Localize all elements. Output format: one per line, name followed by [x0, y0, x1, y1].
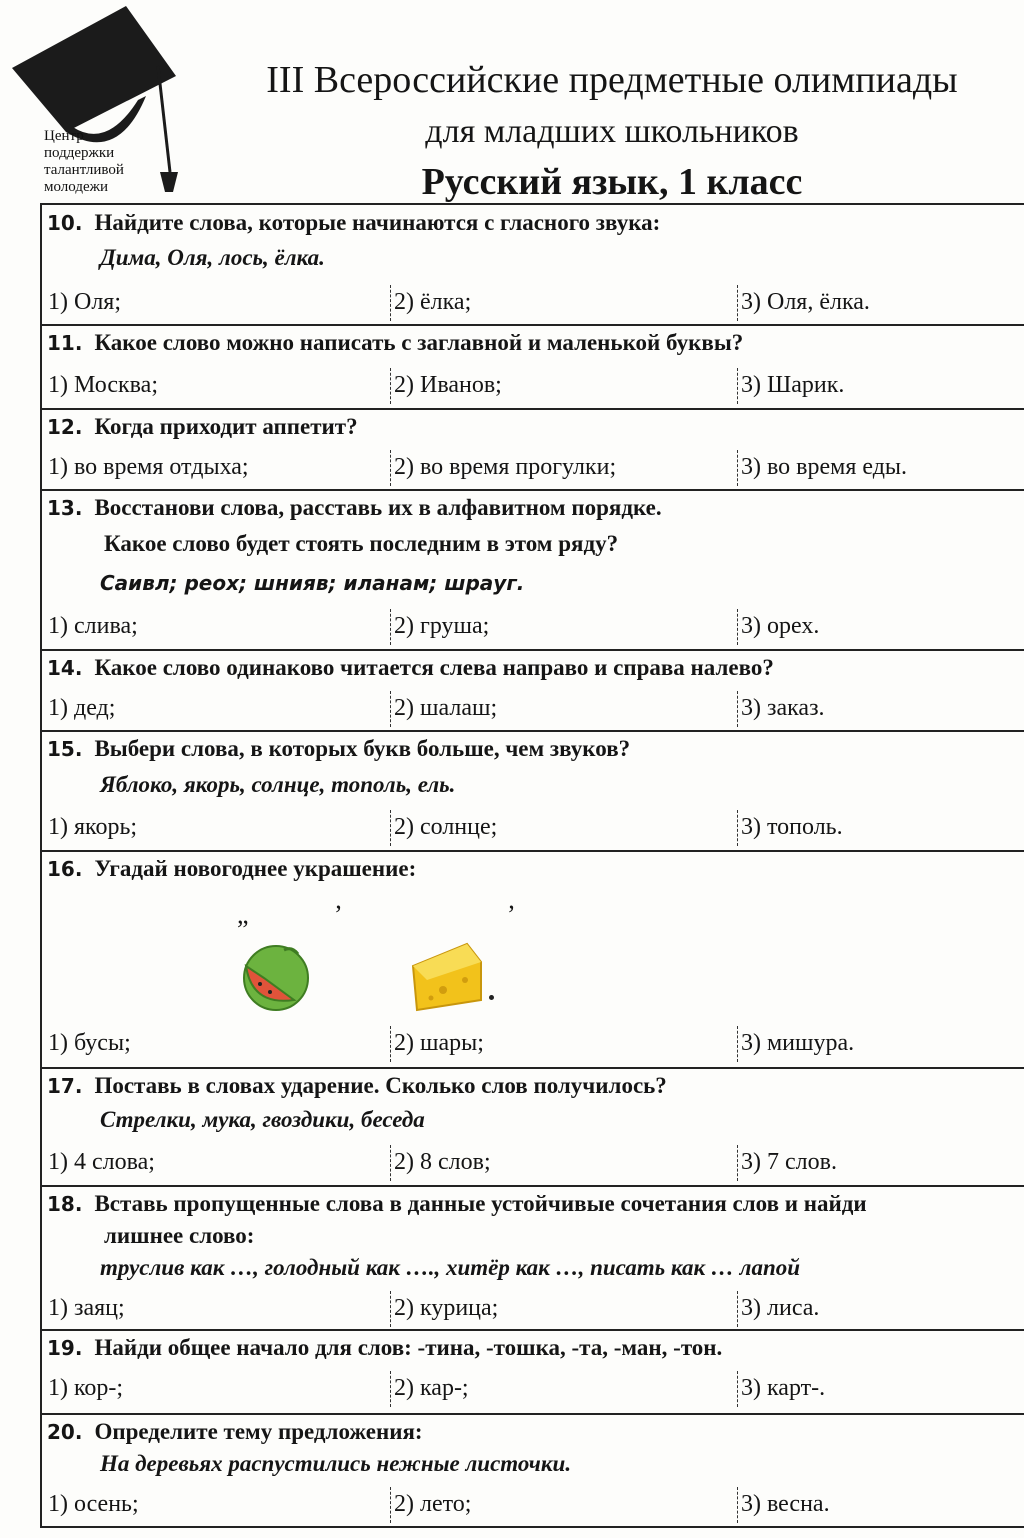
- answer-option-3[interactable]: 3) Оля, ёлка.: [737, 285, 870, 321]
- subject-title: Русский язык, 1 класс: [421, 161, 803, 203]
- task-number: 12.: [47, 415, 83, 439]
- task-number: 17.: [47, 1074, 83, 1098]
- answer-option-1[interactable]: 1) кор-;: [48, 1375, 124, 1401]
- olympiad-title: III Всероссийские предметные олимпиады: [266, 59, 958, 101]
- rebus-comma: ’: [507, 900, 516, 929]
- logo-line: молодежи: [44, 179, 109, 195]
- answer-option-2[interactable]: 2) кар-;: [390, 1371, 469, 1407]
- answer-option-2[interactable]: 2) Иванов;: [390, 368, 502, 404]
- task-14: [42, 649, 1024, 730]
- answer-option-2[interactable]: 2) во время прогулки;: [390, 450, 616, 486]
- answer-option-2[interactable]: 2) лето;: [390, 1487, 471, 1523]
- answer-option-1[interactable]: 1) заяц;: [48, 1295, 125, 1321]
- answer-option-3[interactable]: 3) 7 слов.: [737, 1145, 837, 1181]
- task-number: 10.: [47, 211, 83, 235]
- task-13: [42, 489, 1024, 649]
- task-10: [42, 203, 1024, 324]
- answer-option-1[interactable]: 1) якорь;: [48, 814, 138, 840]
- answer-option-3[interactable]: 3) лиса.: [737, 1291, 819, 1327]
- answer-option-2[interactable]: 2) солнце;: [390, 810, 497, 846]
- answer-option-2[interactable]: 2) ёлка;: [390, 285, 471, 321]
- answer-option-1[interactable]: 1) дед;: [48, 695, 116, 721]
- task-words: Саивл; реох; шнияв; иланам; шрауг.: [100, 571, 525, 595]
- task-question: Вставь пропущенные слова в данные устойчивые сочетания слов и найди: [94, 1191, 867, 1216]
- answer-option-2[interactable]: 2) 8 слов;: [390, 1145, 491, 1181]
- answer-option-1[interactable]: 1) во время отдыха;: [48, 454, 249, 480]
- answer-option-3[interactable]: 3) Шарик.: [737, 368, 844, 404]
- task-words: Яблоко, якорь, солнце, тополь, ель.: [100, 772, 456, 797]
- answer-option-3[interactable]: 3) карт-.: [737, 1371, 825, 1407]
- answer-option-2[interactable]: 2) шары;: [390, 1026, 484, 1062]
- logo-line: поддержки: [44, 145, 115, 161]
- rebus-comma: ’: [334, 900, 343, 929]
- answer-option-2[interactable]: 2) курица;: [390, 1291, 498, 1327]
- task-18: [42, 1185, 1024, 1329]
- olympiad-subtitle: для младших школьников: [425, 113, 799, 150]
- task-number: 11.: [47, 331, 83, 355]
- task-20: [42, 1413, 1024, 1528]
- task-16: [42, 850, 1024, 1067]
- answer-option-1[interactable]: 1) бусы;: [48, 1030, 131, 1056]
- task-words: труслив как …, голодный как …., хитёр как …, писать как … лапой: [100, 1255, 801, 1280]
- task-question: Определите тему предложения:: [94, 1419, 423, 1444]
- task-question: Поставь в словах ударение. Сколько слов получилось?: [94, 1073, 667, 1098]
- answer-option-3[interactable]: 3) орех.: [737, 609, 819, 645]
- answer-option-3[interactable]: 3) тополь.: [737, 810, 843, 846]
- logo-line: талантливой: [44, 162, 124, 178]
- answer-option-3[interactable]: 3) заказ.: [737, 691, 825, 727]
- cheese-icon: [407, 936, 487, 1016]
- task-number: 14.: [47, 656, 83, 680]
- task-17: [42, 1067, 1024, 1185]
- task-words: Дима, Оля, лось, ёлка.: [100, 245, 325, 270]
- task-question: Какое слово можно написать с заглавной и маленькой буквы?: [94, 330, 744, 355]
- answer-option-2[interactable]: 2) груша;: [390, 609, 489, 645]
- task-number: 13.: [47, 496, 83, 520]
- answer-option-1[interactable]: 1) Москва;: [48, 372, 158, 398]
- task-words: Стрелки, мука, гвоздики, беседа: [100, 1107, 425, 1132]
- task-question-cont: Какое слово будет стоять последним в этом ряду?: [104, 531, 619, 556]
- task-number: 18.: [47, 1192, 83, 1216]
- answer-option-3[interactable]: 3) мишура.: [737, 1026, 854, 1062]
- task-question: Найдите слова, которые начинаются с гласного звука:: [94, 210, 661, 235]
- task-number: 20.: [47, 1420, 83, 1444]
- answer-option-1[interactable]: 1) Оля;: [48, 289, 122, 315]
- task-question-cont: лишнее слово:: [104, 1223, 255, 1248]
- watermelon-icon: [234, 940, 314, 1020]
- task-number: 16.: [47, 857, 83, 881]
- task-question: Восстанови слова, расставь их в алфавитном порядке.: [94, 495, 662, 520]
- task-number: 15.: [47, 737, 83, 761]
- task-19: [42, 1329, 1024, 1413]
- logo: [8, 4, 188, 200]
- answer-option-3[interactable]: 3) во время еды.: [737, 450, 907, 486]
- task-11: [42, 324, 1024, 408]
- task-number: 19.: [47, 1336, 83, 1360]
- answer-option-1[interactable]: 1) осень;: [48, 1491, 139, 1517]
- task-question: Когда приходит аппетит?: [94, 414, 358, 439]
- task-12: [42, 408, 1024, 489]
- task-words: На деревьях распустились нежные листочки.: [100, 1451, 572, 1476]
- logo-line: Центр: [44, 128, 84, 144]
- task-15: [42, 730, 1024, 850]
- rebus-comma: „: [237, 900, 249, 929]
- rebus-dot: [489, 995, 494, 1000]
- task-question: Выбери слова, в которых букв больше, чем звуков?: [94, 736, 631, 761]
- task-question: Какое слово одинаково читается слева направо и справа налево?: [94, 655, 774, 680]
- answer-option-1[interactable]: 1) 4 слова;: [48, 1149, 155, 1175]
- task-question: Угадай новогоднее украшение:: [94, 856, 417, 881]
- task-question: Найди общее начало для слов: -тина, -тошка, -та, -ман, -тон.: [94, 1335, 723, 1360]
- answer-option-1[interactable]: 1) слива;: [48, 613, 138, 639]
- task-list: [40, 203, 1024, 1528]
- answer-option-2[interactable]: 2) шалаш;: [390, 691, 497, 727]
- answer-option-3[interactable]: 3) весна.: [737, 1487, 830, 1523]
